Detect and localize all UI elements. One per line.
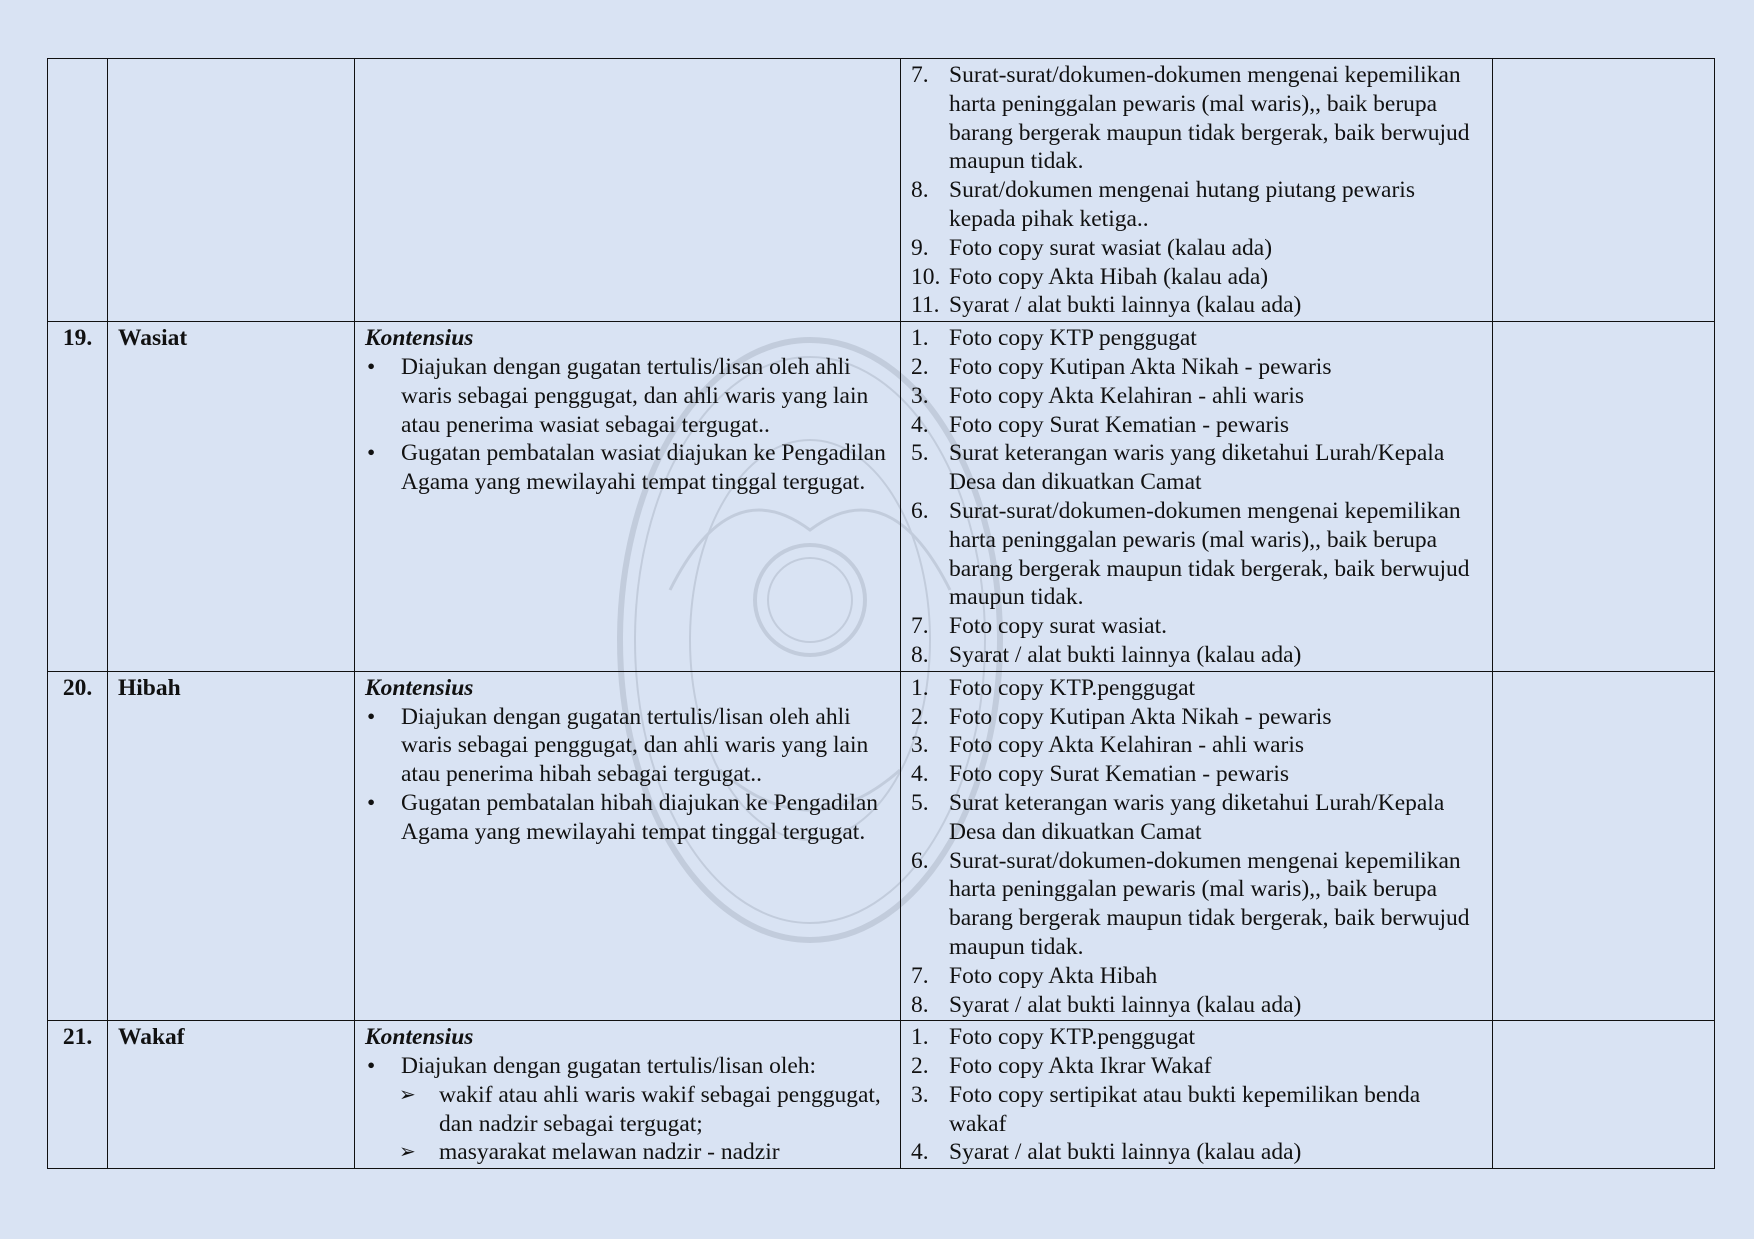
list-item <box>911 497 1482 612</box>
item-number: 3. <box>911 1081 929 1108</box>
list-item-text: Diajukan dengan gugatan tertulis/lisan oleh ahli waris sebagai penggugat, dan ahli waris yang lain atau penerima wasiat sebagai tergugat.. <box>401 353 869 438</box>
item-text: Syarat / alat bukti lainnya (kalau ada) <box>949 1139 1302 1166</box>
item-text: Syarat / alat bukti lainnya (kalau ada) <box>949 641 1302 668</box>
item-text: Foto copy Surat Kematian - pewaris <box>949 761 1290 788</box>
item-number: 8. <box>911 641 929 668</box>
item-text: Foto copy Kutipan Akta Nikah - pewaris <box>949 703 1332 730</box>
item-text: Foto copy surat wasiat (kalau ada) <box>949 234 1273 261</box>
list-item <box>911 789 1482 847</box>
item-text: Foto copy Kutipan Akta Nikah - pewaris <box>949 353 1332 380</box>
item-number: 3. <box>911 732 929 759</box>
procedure-list <box>365 703 890 847</box>
table-row <box>48 322 1715 672</box>
case-type: Wasiat <box>108 322 355 672</box>
list-item-text: Gugatan pembatalan wasiat diajukan ke Pengadilan Agama yang mewilayahi tempat tinggal tergugat. <box>401 440 886 496</box>
requirements-list <box>911 324 1482 670</box>
item-text: Foto copy Surat Kematian - pewaris <box>949 411 1290 438</box>
list-item <box>911 641 1482 670</box>
list-item <box>911 731 1482 760</box>
list-item <box>399 1138 890 1167</box>
list-item <box>911 263 1482 292</box>
list-item <box>365 439 890 497</box>
list-item <box>911 1138 1482 1167</box>
item-number: 1. <box>911 674 929 701</box>
notes-cell <box>1493 322 1715 672</box>
procedure-cell <box>355 59 901 322</box>
item-text: Surat keterangan waris yang diketahui Lurah/Kepala Desa dan dikuatkan Camat <box>949 789 1445 845</box>
item-number: 7. <box>911 62 929 88</box>
case-type <box>108 59 355 322</box>
bullet-icon: • <box>367 353 376 380</box>
item-text: Syarat / alat bukti lainnya (kalau ada) <box>949 292 1302 319</box>
item-number: 8. <box>911 991 929 1018</box>
item-number: 5. <box>911 440 929 467</box>
list-item-text: Gugatan pembatalan hibah diajukan ke Pengadilan Agama yang mewilayahi tempat tinggal tergugat. <box>401 789 879 845</box>
item-number: 10. <box>911 263 941 290</box>
kontensius-label: Kontensius <box>365 674 474 701</box>
list-item <box>365 789 890 847</box>
notes-cell <box>1493 1021 1715 1169</box>
item-number: 2. <box>911 703 929 730</box>
requirements-cell <box>901 59 1493 322</box>
list-item <box>365 703 890 789</box>
requirements-list <box>911 1023 1482 1167</box>
procedure-list <box>365 1052 890 1167</box>
item-number: 8. <box>911 177 929 204</box>
list-item <box>911 411 1482 440</box>
list-item <box>911 1023 1482 1052</box>
list-item <box>911 176 1482 234</box>
item-text: Surat/dokumen mengenai hutang piutang pewaris kepada pihak ketiga.. <box>949 177 1415 232</box>
item-number: 1. <box>911 325 929 352</box>
requirements-list <box>911 674 1482 1020</box>
item-text: Foto copy KTP.penggugat <box>949 1024 1196 1051</box>
item-text: Surat keterangan waris yang diketahui Lurah/Kepala Desa dan dikuatkan Camat <box>949 440 1445 496</box>
item-number: 11. <box>911 292 940 319</box>
requirements-list <box>911 61 1482 320</box>
item-number: 9. <box>911 234 929 261</box>
sub-list <box>365 1081 890 1167</box>
row-number <box>48 59 108 322</box>
list-item-text: wakif atau ahli waris wakif sebagai penggugat, dan nadzir sebagai tergugat; <box>439 1081 881 1137</box>
procedure-cell <box>355 1021 901 1169</box>
bullet-icon: • <box>367 703 376 730</box>
list-item-text: masyarakat melawan nadzir - nadzir <box>439 1139 780 1166</box>
list-item <box>365 1052 890 1081</box>
table-body <box>48 59 1715 1169</box>
arrow-bullet-icon: ➢ <box>399 1141 416 1164</box>
list-item <box>911 1081 1482 1139</box>
table-row <box>48 1021 1715 1169</box>
item-number: 7. <box>911 962 929 989</box>
item-text: Foto copy Akta Hibah (kalau ada) <box>949 263 1269 290</box>
list-item <box>399 1081 890 1139</box>
bullet-icon: • <box>367 1053 376 1080</box>
item-text: Foto copy Akta Kelahiran - ahli waris <box>949 382 1305 409</box>
notes-cell <box>1493 671 1715 1021</box>
list-item <box>911 382 1482 411</box>
item-text: Foto copy KTP penggugat <box>949 325 1197 352</box>
bullet-icon: • <box>367 789 376 816</box>
list-item <box>911 353 1482 382</box>
list-item <box>365 353 890 439</box>
procedure-cell <box>355 671 901 1021</box>
case-type: Wakaf <box>108 1021 355 1169</box>
list-item <box>911 674 1482 703</box>
list-item <box>911 291 1482 320</box>
kontensius-label: Kontensius <box>365 325 474 352</box>
item-text: Foto copy Akta Kelahiran - ahli waris <box>949 732 1305 759</box>
row-number: 21. <box>48 1021 108 1169</box>
item-number: 1. <box>911 1024 929 1051</box>
row-number: 20. <box>48 671 108 1021</box>
item-number: 2. <box>911 1053 929 1080</box>
kontensius-label: Kontensius <box>365 1024 474 1051</box>
item-text: Foto copy sertipikat atau bukti kepemilikan benda wakaf <box>949 1081 1421 1137</box>
list-item <box>911 61 1482 176</box>
table-row <box>48 671 1715 1021</box>
requirements-cell <box>901 1021 1493 1169</box>
item-number: 4. <box>911 761 929 788</box>
list-item-text: Diajukan dengan gugatan tertulis/lisan oleh ahli waris sebagai penggugat, dan ahli waris yang lain atau penerima hibah sebagai tergugat.. <box>401 703 869 788</box>
item-text: Syarat / alat bukti lainnya (kalau ada) <box>949 991 1302 1018</box>
item-number: 3. <box>911 382 929 409</box>
item-text: Surat-surat/dokumen-dokumen mengenai kepemilikan harta peninggalan pewaris (mal waris),, baik berupa barang bergerak maupun tidak bergerak, baik berwujud maupun tidak. <box>949 847 1470 960</box>
item-number: 4. <box>911 411 929 438</box>
item-number: 7. <box>911 613 929 640</box>
item-text: Surat-surat/dokumen-dokumen mengenai kepemilikan harta peninggalan pewaris (mal waris),, baik berupa barang bergerak maupun tidak bergerak, baik berwujud maupun tidak. <box>949 62 1470 175</box>
item-number: 2. <box>911 353 929 380</box>
procedure-cell <box>355 322 901 672</box>
list-item <box>911 847 1482 962</box>
list-item <box>911 612 1482 641</box>
item-number: 6. <box>911 847 929 874</box>
list-item <box>911 703 1482 732</box>
list-item-text: Diajukan dengan gugatan tertulis/lisan oleh: <box>401 1053 817 1080</box>
item-number: 6. <box>911 497 929 524</box>
requirements-cell <box>901 322 1493 672</box>
item-number: 5. <box>911 789 929 816</box>
list-item <box>911 760 1482 789</box>
table-row <box>48 59 1715 322</box>
list-item <box>911 962 1482 991</box>
item-text: Foto copy Akta Hibah <box>949 962 1158 989</box>
list-item <box>911 1052 1482 1081</box>
requirements-cell <box>901 671 1493 1021</box>
list-item <box>911 234 1482 263</box>
procedure-list <box>365 353 890 497</box>
item-text: Foto copy KTP.penggugat <box>949 674 1196 701</box>
bullet-icon: • <box>367 440 376 467</box>
requirements-table <box>47 58 1715 1169</box>
list-item <box>911 324 1482 353</box>
arrow-bullet-icon: ➢ <box>399 1083 416 1106</box>
list-item <box>911 991 1482 1020</box>
item-text: Surat-surat/dokumen-dokumen mengenai kepemilikan harta peninggalan pewaris (mal waris),, baik berupa barang bergerak maupun tidak bergerak, baik berwujud maupun tidak. <box>949 497 1470 611</box>
item-text: Foto copy Akta Ikrar Wakaf <box>949 1053 1212 1080</box>
list-item <box>911 439 1482 497</box>
item-text: Foto copy surat wasiat. <box>949 613 1167 640</box>
notes-cell <box>1493 59 1715 322</box>
case-type: Hibah <box>108 671 355 1021</box>
item-number: 4. <box>911 1139 929 1166</box>
row-number: 19. <box>48 322 108 672</box>
